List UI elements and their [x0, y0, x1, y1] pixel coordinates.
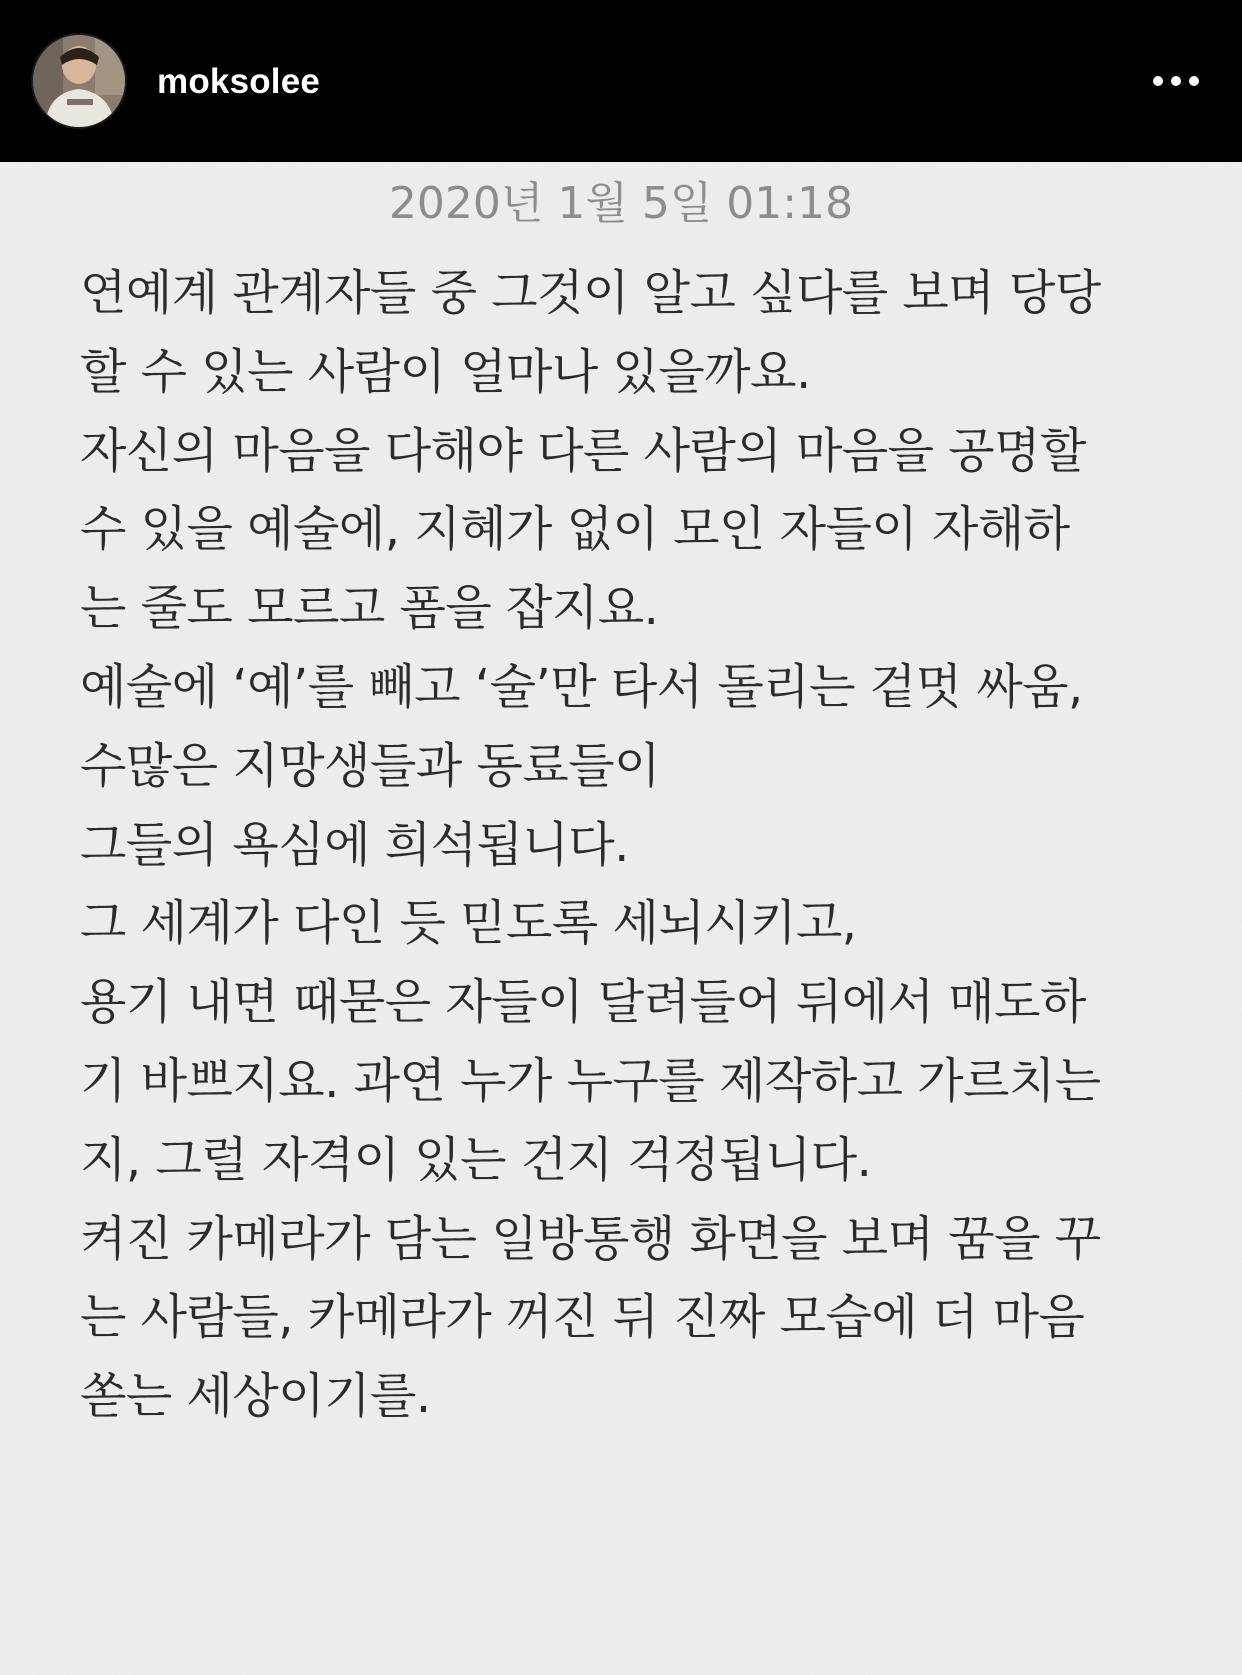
note-line: 기 바쁘지요. 과연 누가 누구를 제작하고 가르치는	[80, 1052, 1101, 1109]
more-options-button[interactable]	[1136, 58, 1216, 104]
avatar-photo	[33, 35, 125, 127]
more-horizontal-icon	[1136, 58, 1216, 104]
note-line: 연예계 관계자들 중 그것이 알고 싶다를 보며 당당	[80, 265, 1101, 321]
note-body	[80, 254, 1200, 1436]
note-line: 켜진 카메라가 담는 일방통행 화면을 보며 꿈을 꾸	[80, 1210, 1101, 1267]
note-image	[0, 162, 1242, 1675]
profile-avatar[interactable]	[33, 35, 125, 127]
note-line: 쏟는 세상이기를.	[80, 1368, 431, 1425]
note-line: 자신의 마음을 다해야 다른 사람의 마음을 공명할	[80, 422, 1086, 479]
post-header	[0, 0, 1242, 162]
note-line: 는 사람들, 카메라가 꺼진 뒤 진짜 모습에 더 마음	[80, 1289, 1085, 1346]
note-line: 용기 내면 때묻은 자들이 달려들어 뒤에서 매도하	[80, 974, 1086, 1031]
note-line: 는 줄도 모르고 폼을 잡지요.	[80, 580, 659, 637]
note-line: 예술에 ‘예’를 빼고 ‘술’만 타서 돌리는 겉멋 싸움,	[80, 658, 1083, 715]
note-line: 그 세계가 다인 듯 믿도록 세뇌시키고,	[80, 895, 857, 952]
note-line: 그들의 욕심에 희석됩니다.	[80, 816, 629, 873]
note-line: 수 있을 예술에, 지혜가 없이 모인 자들이 자해하	[80, 501, 1070, 558]
note-line: 수많은 지망생들과 동료들이	[80, 737, 660, 794]
note-line: 할 수 있는 사람이 얼마나 있을까요.	[80, 343, 811, 400]
username[interactable]: moksolee	[157, 62, 321, 101]
note-line: 지, 그럴 자격이 있는 건지 걱정됩니다.	[80, 1131, 872, 1188]
note-timestamp: 2020년 1월 5일 01:18	[388, 178, 854, 229]
